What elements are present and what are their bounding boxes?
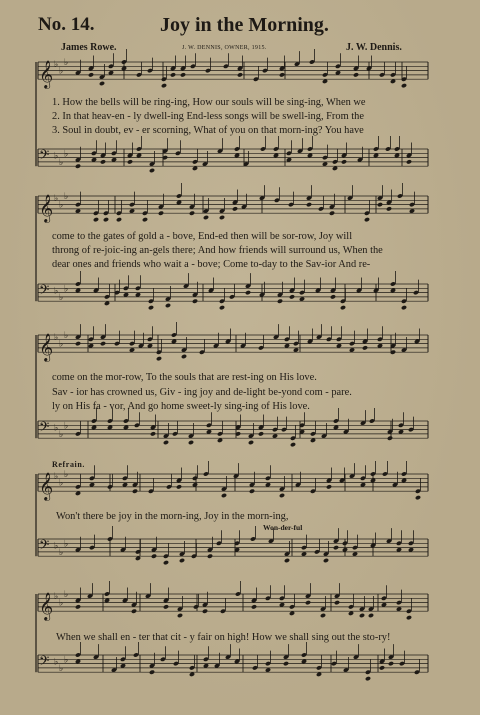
flat-sign-icon: ♭ — [64, 284, 69, 295]
note-head — [189, 211, 195, 216]
bass-clef-icon: 𝄢 — [39, 536, 50, 556]
note-head — [103, 217, 109, 222]
verse-2-line-1: 2. In that heav-en - ly dwell-ing End-less songs will be swell-ing, From the — [52, 111, 364, 122]
note-head — [330, 294, 336, 299]
flat-sign-icon: ♭ — [54, 333, 59, 344]
note-head — [377, 202, 383, 207]
note-head — [237, 72, 243, 77]
flat-sign-icon: ♭ — [64, 470, 69, 480]
note-head — [334, 600, 340, 605]
flat-sign-icon: ♭ — [64, 149, 69, 160]
hymn-number: No. 14. — [38, 14, 95, 35]
verse-3-line-1: 3. Soul in doubt, ev - er scorning, What of you on that morn-ing? You have — [52, 125, 364, 136]
note-head — [158, 211, 164, 216]
note-head — [277, 299, 283, 304]
note-head — [131, 609, 137, 614]
note-head — [245, 290, 251, 295]
note-head — [279, 493, 285, 498]
flat-sign-icon: ♭ — [59, 200, 64, 211]
note-head — [251, 604, 257, 609]
note-head — [249, 489, 255, 494]
flat-sign-icon: ♭ — [54, 60, 59, 71]
flat-sign-icon: ♭ — [64, 331, 69, 341]
note-head — [142, 217, 148, 222]
verse-1-line-3: come on the mor-row, To the souls that are rest-ing on His love. — [52, 372, 317, 383]
note-head — [150, 431, 156, 436]
note-head — [333, 545, 339, 550]
flat-sign-icon: ♭ — [54, 286, 59, 297]
note-head — [181, 354, 187, 359]
note-head — [365, 676, 371, 681]
refrain-lyric-1: Won't there be joy in the morn-ing, Joy in the morn-ing, — [56, 511, 289, 522]
note-head — [219, 215, 225, 220]
flat-sign-icon: ♭ — [54, 592, 59, 603]
flat-sign-icon: ♭ — [54, 151, 59, 162]
flat-sign-icon: ♭ — [59, 157, 64, 168]
note-head — [279, 72, 285, 77]
note-head — [221, 493, 227, 498]
verse-1-line-2: come to the gates of gold a - bove, End-ed then will be sor-row, Joy will — [52, 231, 353, 242]
note-head — [248, 440, 254, 445]
treble-clef-icon: 𝄞 — [39, 60, 54, 89]
refrain-alt-lyric: Won-der-ful — [263, 523, 303, 532]
bass-clef-icon: 𝄢 — [39, 652, 50, 672]
note-head — [284, 558, 290, 563]
note-head — [176, 484, 182, 489]
refrain-label: Refrain. — [52, 460, 86, 469]
verse-2-line-3: Sav - ior has crowned us, Giv - ing joy and de-light be-yond com - pare. — [52, 387, 352, 398]
treble-clef-icon: 𝄞 — [39, 472, 54, 501]
note-head — [180, 72, 186, 77]
treble-clef-icon: 𝄞 — [39, 194, 54, 223]
note-head — [149, 670, 155, 675]
note-head — [362, 345, 368, 350]
flat-sign-icon: ♭ — [59, 339, 64, 350]
copyright-owner: J. W. DENNIS, OWNER, 1915. — [182, 45, 267, 51]
note-head — [116, 217, 122, 222]
note-head — [386, 206, 392, 211]
note-head — [306, 202, 312, 207]
flat-sign-icon: ♭ — [59, 598, 64, 609]
flat-sign-icon: ♭ — [59, 663, 64, 674]
note-head — [340, 305, 346, 310]
note-head — [188, 440, 194, 445]
note-head — [149, 168, 155, 173]
note-head — [88, 72, 94, 77]
note-head — [165, 303, 171, 308]
flat-sign-icon: ♭ — [59, 66, 64, 77]
note-head — [289, 294, 295, 299]
note-head — [132, 489, 138, 494]
note-head — [170, 72, 176, 77]
flat-sign-icon: ♭ — [54, 541, 59, 552]
note-head — [329, 211, 335, 216]
flat-sign-icon: ♭ — [64, 192, 69, 202]
hymn-title: Joy in the Morning. — [160, 14, 329, 36]
note-head — [364, 217, 370, 222]
note-head — [192, 299, 198, 304]
note-head — [258, 431, 264, 436]
note-head — [406, 159, 412, 164]
note-head — [179, 558, 185, 563]
note-head — [415, 495, 421, 500]
note-head — [75, 164, 81, 169]
note-head — [401, 83, 407, 88]
refrain-lyric-2: When we shall en - ter that cit - y fair on high! How we shall sing out the sto-ry! — [56, 632, 391, 643]
note-head — [100, 341, 106, 346]
treble-clef-icon: 𝄞 — [39, 592, 54, 621]
verse-2-line-2: throng of re-joic-ing an-gels there; And how friends will surround us, When the — [52, 245, 383, 256]
note-head — [100, 159, 106, 164]
note-head — [401, 305, 407, 310]
flat-sign-icon: ♭ — [54, 194, 59, 205]
bass-clef-icon: 𝄢 — [39, 146, 50, 166]
verse-1-line-1: 1. How the bells will be ring-ing, How our souls will be sing-ing, When we — [52, 97, 366, 108]
note-head — [177, 613, 183, 618]
note-head — [163, 604, 169, 609]
note-head — [99, 81, 105, 86]
note-head — [93, 217, 99, 222]
note-head — [163, 560, 169, 565]
flat-sign-icon: ♭ — [64, 590, 69, 600]
note-head — [320, 613, 326, 618]
note-head — [203, 215, 209, 220]
note-head — [163, 440, 169, 445]
note-head — [156, 356, 162, 361]
note-head — [353, 72, 359, 77]
verse-3-line-3: ly on His fa - vor, And go home sweet-ly sing-ing of His love. — [52, 401, 310, 412]
note-head — [75, 604, 81, 609]
note-head — [388, 661, 394, 666]
flat-sign-icon: ♭ — [54, 657, 59, 668]
note-head — [359, 613, 365, 618]
flat-sign-icon: ♭ — [59, 478, 64, 489]
flat-sign-icon: ♭ — [54, 423, 59, 434]
note-head — [283, 661, 289, 666]
verse-3-line-2: dear ones and friends who wait a - bove; Come to-day to the Sav-ior And re- — [52, 259, 371, 270]
note-head — [148, 305, 154, 310]
bass-clef-icon: 𝄢 — [39, 418, 50, 438]
note-head — [232, 206, 238, 211]
treble-clef-icon: 𝄞 — [39, 333, 54, 362]
note-head — [387, 436, 393, 441]
author-credit: James Rowe. — [61, 42, 117, 53]
bass-clef-icon: 𝄢 — [39, 281, 50, 301]
note-head — [75, 341, 81, 346]
note-head — [202, 609, 208, 614]
note-head — [207, 554, 213, 559]
note-head — [305, 600, 311, 605]
composer-credit: J. W. Dennis. — [346, 42, 402, 53]
note-head — [379, 665, 385, 670]
note-head — [151, 554, 157, 559]
note-head — [406, 615, 412, 620]
note-head — [161, 83, 167, 88]
flat-sign-icon: ♭ — [59, 429, 64, 440]
flat-sign-icon: ♭ — [59, 292, 64, 303]
note-head — [326, 484, 332, 489]
note-head — [127, 159, 133, 164]
flat-sign-icon: ♭ — [54, 472, 59, 483]
flat-sign-icon: ♭ — [64, 655, 69, 666]
note-head — [323, 558, 329, 563]
flat-sign-icon: ♭ — [64, 539, 69, 550]
note-head — [290, 442, 296, 447]
flat-sign-icon: ♭ — [64, 58, 69, 68]
flat-sign-icon: ♭ — [59, 547, 64, 558]
note-head — [341, 159, 347, 164]
note-head — [219, 305, 225, 310]
note-head — [368, 613, 374, 618]
flat-sign-icon: ♭ — [64, 421, 69, 432]
